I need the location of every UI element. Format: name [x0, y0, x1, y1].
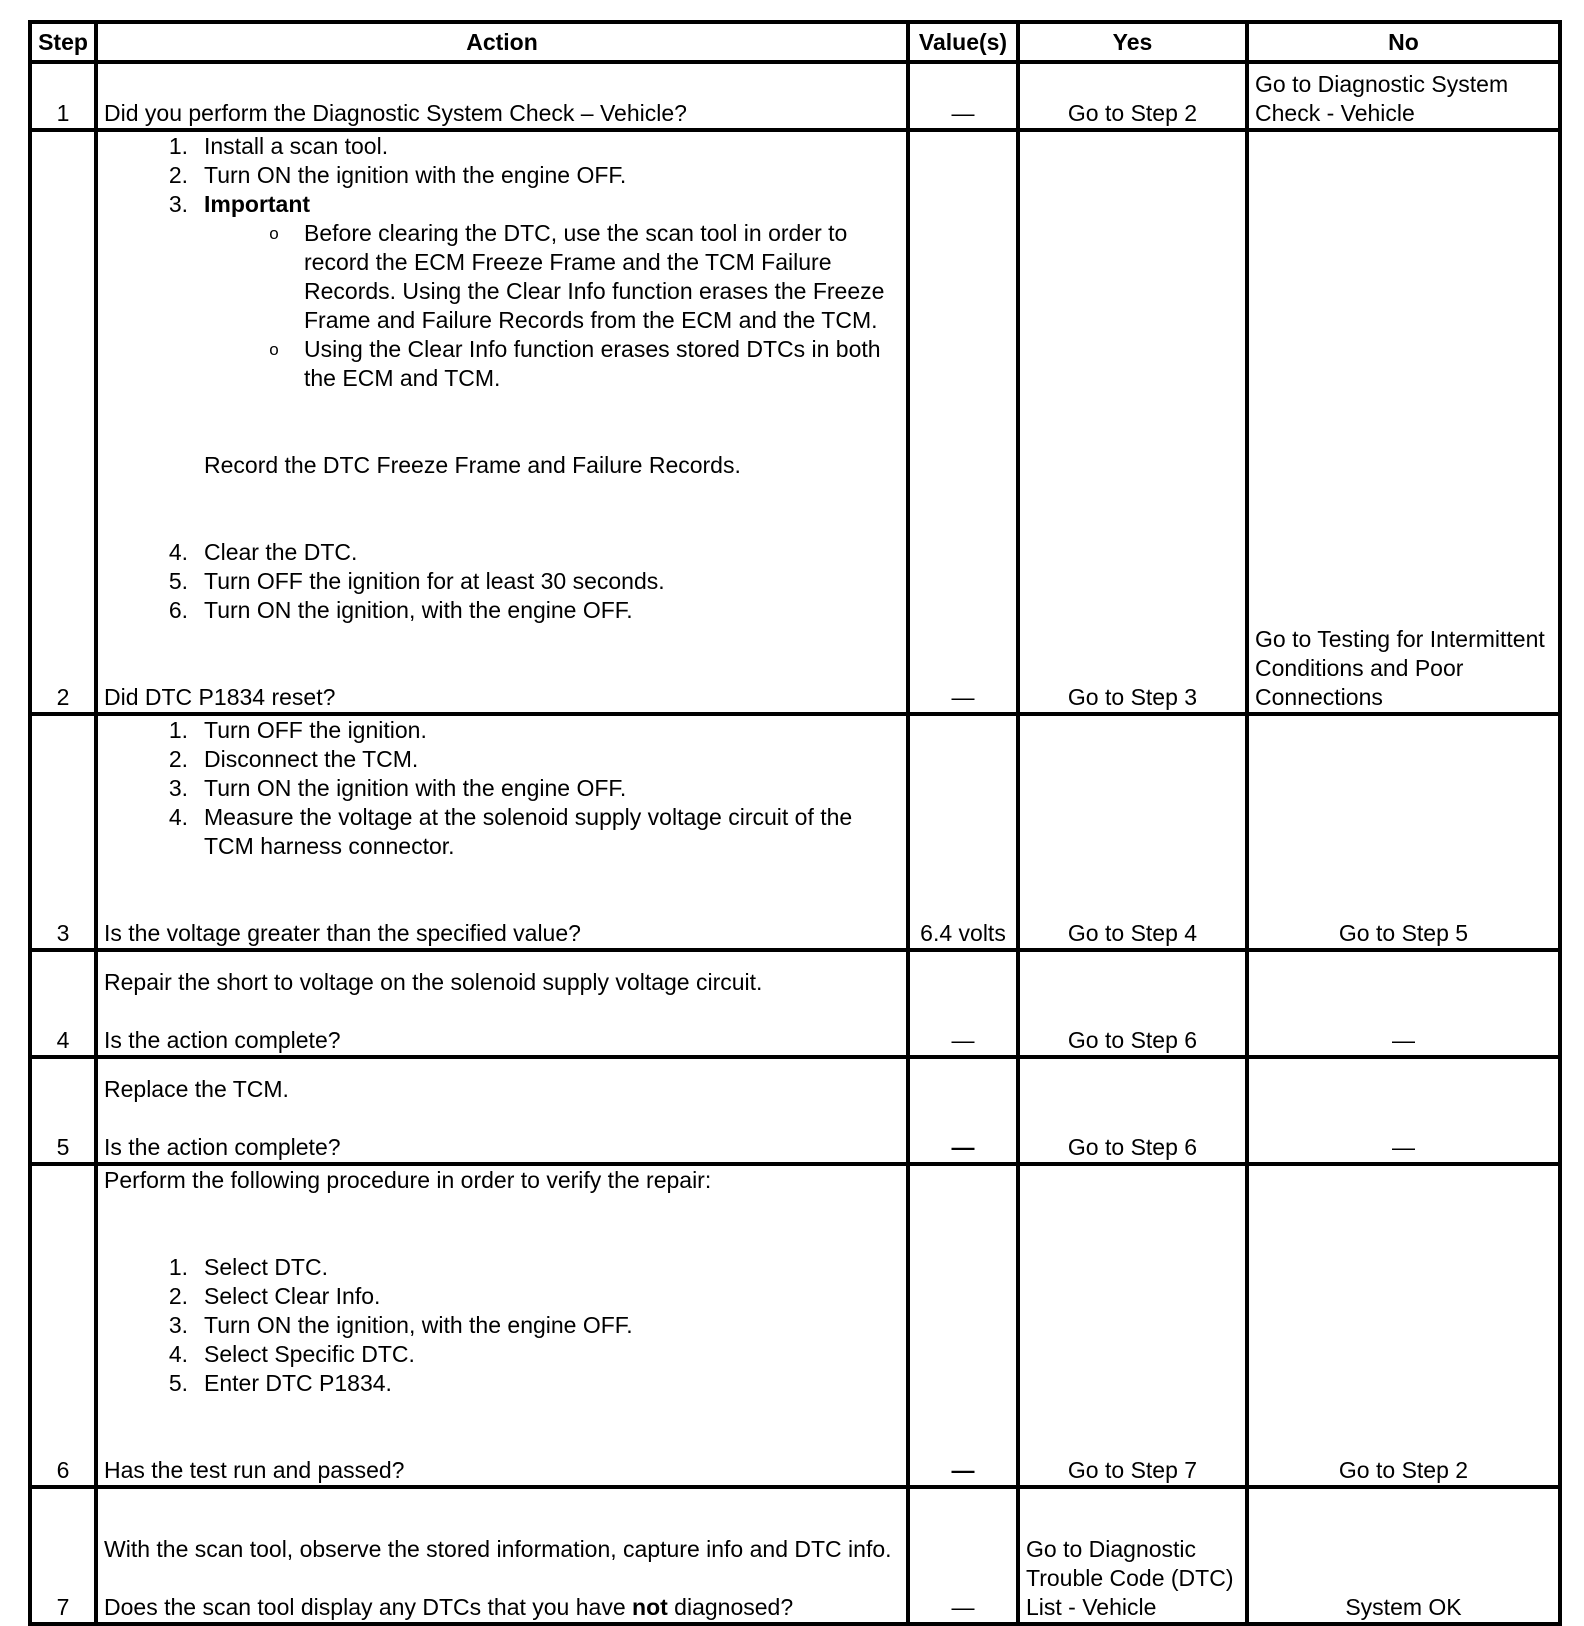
step-number: 3 — [30, 714, 96, 950]
question: Did you perform the Diagnostic System Check – Vehicle? — [104, 100, 687, 126]
action-cell — [96, 1164, 908, 1487]
list-item: 1. Install a scan tool. — [168, 133, 389, 159]
not-emphasis: not — [632, 1594, 668, 1620]
action-text: Replace the TCM. — [104, 1076, 289, 1102]
list-item: 3. Important — [104, 190, 900, 219]
table-row — [30, 130, 1560, 714]
intro-text: Perform the following procedure in order to verify the repair: — [104, 1167, 712, 1193]
list-item: 2. Turn ON the ignition with the engine OFF. — [168, 162, 627, 188]
yes-cell: Go to Diagnostic Trouble Code (DTC) List - Vehicle — [1018, 1487, 1247, 1624]
action-cell — [96, 950, 908, 1057]
question: Has the test run and passed? — [104, 1457, 405, 1483]
no-cell: Go to Step 5 — [1247, 714, 1560, 950]
value-cell: — — [908, 62, 1018, 130]
list-item: 4. Select Specific DTC. — [168, 1341, 415, 1367]
no-cell: Go to Step 2 — [1247, 1164, 1560, 1487]
table-row — [30, 1057, 1560, 1164]
bullet-icon: o — [269, 224, 279, 243]
yes-cell: Go to Step 7 — [1018, 1164, 1247, 1487]
list-item: 1. Turn OFF the ignition. — [168, 717, 427, 743]
yes-cell: Go to Step 2 — [1018, 62, 1247, 130]
table-row — [30, 1487, 1560, 1624]
value-cell: — — [908, 1487, 1018, 1624]
action-cell — [96, 62, 908, 130]
question: Is the action complete? — [104, 1134, 341, 1160]
value-cell: 6.4 volts — [908, 714, 1018, 950]
list-item: 6. Turn ON the ignition, with the engine OFF. — [168, 597, 633, 623]
important-label: Important — [204, 191, 311, 217]
list-item: 3. Turn ON the ignition, with the engine OFF. — [168, 1312, 633, 1338]
question: Does the scan tool display any DTCs that you have not diagnosed? — [104, 1594, 794, 1620]
no-cell: — — [1247, 1057, 1560, 1164]
header-row — [30, 22, 1560, 62]
header-action: Action — [96, 22, 908, 62]
step-number: 6 — [30, 1164, 96, 1487]
list-item: 2. Disconnect the TCM. — [168, 746, 419, 772]
value-cell: — — [908, 1057, 1018, 1164]
action-text: With the scan tool, observe the stored information, capture info and DTC info. — [104, 1536, 892, 1562]
value-cell: — — [908, 1164, 1018, 1487]
yes-cell: Go to Step 6 — [1018, 950, 1247, 1057]
no-cell: — — [1247, 950, 1560, 1057]
value-cell: — — [908, 130, 1018, 714]
list-item: 3. Turn ON the ignition with the engine OFF. — [168, 775, 627, 801]
yes-cell: Go to Step 6 — [1018, 1057, 1247, 1164]
question: Is the action complete? — [104, 1027, 341, 1053]
header-values: Value(s) — [908, 22, 1018, 62]
action-cell — [96, 130, 908, 714]
table-row — [30, 62, 1560, 130]
bullet-icon: o — [269, 340, 279, 359]
question: Is the voltage greater than the specified value? — [104, 920, 581, 946]
action-cell — [96, 1057, 908, 1164]
list-item: 1. Select DTC. — [168, 1254, 328, 1280]
header-yes: Yes — [1018, 22, 1247, 62]
action-cell — [96, 714, 908, 950]
step-number: 5 — [30, 1057, 96, 1164]
table-row — [30, 1164, 1560, 1487]
yes-cell: Go to Step 3 — [1018, 130, 1247, 714]
no-cell: System OK — [1247, 1487, 1560, 1624]
note: Record the DTC Freeze Frame and Failure Records. — [204, 452, 741, 478]
header-step: Step — [30, 22, 96, 62]
step-number: 7 — [30, 1487, 96, 1624]
bullet-item: o Using the Clear Info function erases stored DTCs in both the ECM and TCM. — [244, 335, 900, 393]
yes-cell: Go to Step 4 — [1018, 714, 1247, 950]
step-number: 4 — [30, 950, 96, 1057]
diagnostic-table — [28, 20, 1562, 1626]
bullet-item: o Before clearing the DTC, use the scan tool in order to record the ECM Freeze Frame and the TCM Failure Records. Using the Clear Info function erases the Freeze Frame and Failure Records from the ECM and the TCM. — [244, 219, 900, 335]
table-row — [30, 950, 1560, 1057]
list-item: 5. Enter DTC P1834. — [168, 1370, 392, 1396]
list-item: 4. Clear the DTC. — [168, 539, 358, 565]
action-cell — [96, 1487, 908, 1624]
value-cell: — — [908, 950, 1018, 1057]
no-cell: Go to Testing for Intermittent Conditions and Poor Connections — [1247, 130, 1560, 714]
list-item: 4. Measure the voltage at the solenoid supply voltage circuit of the TCM harness connector. — [168, 804, 853, 859]
no-cell: Go to Diagnostic System Check - Vehicle — [1247, 62, 1560, 130]
header-no: No — [1247, 22, 1560, 62]
table-row — [30, 714, 1560, 950]
step-number: 2 — [30, 130, 96, 714]
action-text: Repair the short to voltage on the solenoid supply voltage circuit. — [104, 969, 763, 995]
list-item: 2. Select Clear Info. — [168, 1283, 381, 1309]
question: Did DTC P1834 reset? — [104, 684, 336, 710]
step-number: 1 — [30, 62, 96, 130]
list-item: 5. Turn OFF the ignition for at least 30 seconds. — [168, 568, 665, 594]
